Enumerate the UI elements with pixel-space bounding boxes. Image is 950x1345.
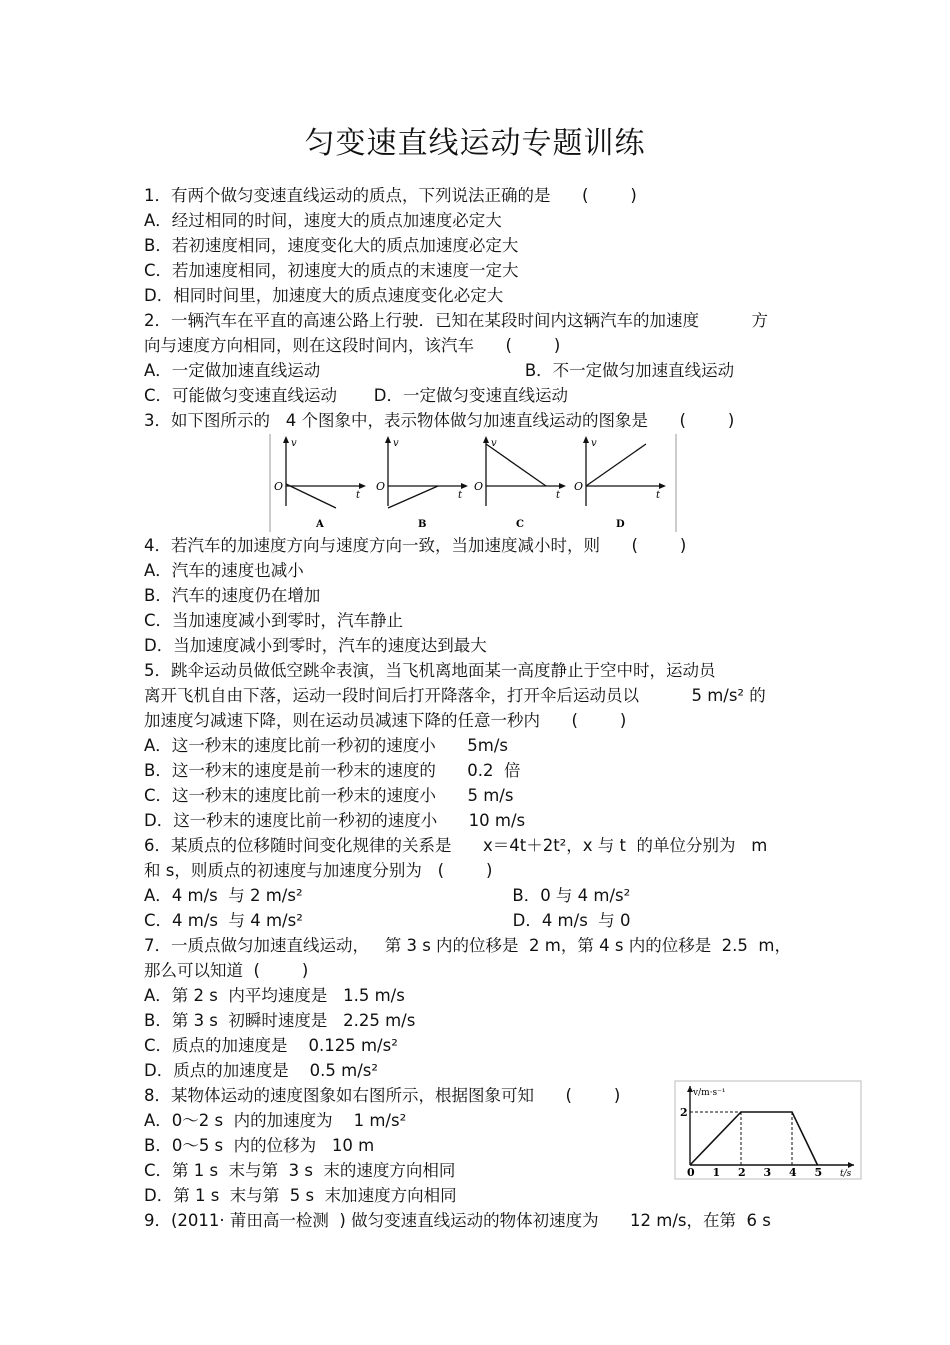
text-line: A．一定做加速直线运动 B．不一定做匀加速直线运动 — [144, 361, 735, 380]
q8-xtick: 5 — [814, 1166, 823, 1179]
text-line: C．可能做匀变速直线运动 D．一定做匀变速直线运动 — [144, 386, 568, 405]
graph-A-origin: O — [274, 480, 284, 493]
q8-xtick: 1 — [712, 1166, 721, 1179]
text-line: 7．一质点做匀加速直线运动， 第 3 s 内的位移是 2 m，第 4 s 内的位移是 2.5 m， — [144, 936, 791, 955]
text-line: C．第 1 s 末与第 3 s 末的速度方向相同 — [144, 1161, 456, 1180]
text-line: 2．一辆汽车在平直的高速公路上行驶．已知在某段时间内这辆汽车的加速度 方 — [144, 311, 768, 330]
text-line: 和 s，则质点的初速度与加速度分别为 ( ) — [144, 861, 493, 880]
graph-B-t-arrow — [461, 483, 468, 489]
text-line: D．当加速度减小到零时，汽车的速度达到最大 — [144, 636, 487, 655]
text-line: B．汽车的速度仍在增加 — [144, 586, 321, 605]
text-line: 5．跳伞运动员做低空跳伞表演，当飞机离地面某一高度静止于空中时，运动员 — [144, 661, 716, 680]
text-line: A．0～2 s 内的加速度为 1 m/s² — [144, 1111, 407, 1130]
graph-C-t-arrow — [559, 483, 566, 489]
text-line: A．经过相同的时间，速度大的质点加速度必定大 — [144, 211, 502, 230]
q8-xtick: 3 — [763, 1166, 772, 1179]
graph-A-t-label: t — [356, 490, 361, 501]
text-line: 离开飞机自由下落，运动一段时间后打开降落伞，打开伞后运动员以 5 m/s² 的 — [144, 686, 766, 705]
text-line: A．汽车的速度也减小 — [144, 561, 304, 580]
graph-D-v-arrow — [583, 436, 589, 443]
q8-xlabel: t/s — [840, 1169, 852, 1179]
q8-xtick: 0 — [687, 1166, 695, 1179]
text-line: 1．有两个做匀变速直线运动的质点，下列说法正确的是 ( ) — [144, 186, 637, 205]
graph-B-t-label: t — [458, 490, 463, 501]
text-line: B．若初速度相同，速度变化大的质点加速度必定大 — [144, 236, 519, 255]
q8-ylabel: v/m·s⁻¹ — [693, 1088, 726, 1098]
graph-C-v-arrow — [483, 436, 489, 443]
text-line: A．这一秒末的速度比前一秒初的速度小 5m/s — [144, 736, 508, 755]
graph-C-label: C — [516, 519, 524, 530]
text-line: 4．若汽车的加速度方向与速度方向一致，当加速度减小时，则 ( ) — [144, 536, 687, 555]
q8-velocity-graph — [674, 1080, 862, 1180]
graph-D-t-arrow — [659, 483, 666, 489]
text-line: D．相同时间里，加速度大的质点速度变化必定大 — [144, 286, 504, 305]
graph-B-origin: O — [376, 480, 386, 493]
text-line: C．这一秒末的速度比前一秒末的速度小 5 m/s — [144, 786, 514, 805]
q3-graphs-figure — [268, 432, 680, 532]
graph-A-t-arrow — [359, 483, 366, 489]
text-line: 3．如下图所示的 4 个图象中，表示物体做匀加速直线运动的图象是 ( ) — [144, 411, 735, 430]
text-line: D．质点的加速度是 0.5 m/s² — [144, 1061, 379, 1080]
graph-B-label: B — [418, 519, 427, 530]
q8-ytick: 2 — [680, 1106, 688, 1119]
graph-A-v-arrow — [283, 436, 289, 443]
text-line: 8．某物体运动的速度图象如右图所示，根据图象可知 ( ) — [144, 1086, 621, 1105]
text-line: D．这一秒末的速度比前一秒初的速度小 10 m/s — [144, 811, 526, 830]
text-line: C．4 m/s 与 4 m/s² D．4 m/s 与 0 — [144, 911, 631, 930]
text-line: 6．某质点的位移随时间变化规律的关系是 x＝4t＋2t²，x 与 t 的单位分别为 m — [144, 836, 768, 855]
graph-B-v-arrow — [385, 436, 391, 443]
text-line: 加速度匀减速下降，则在运动员减速下降的任意一秒内 ( ) — [144, 711, 627, 730]
q8-xtick: 4 — [789, 1166, 797, 1179]
text-line: C．质点的加速度是 0.125 m/s² — [144, 1036, 398, 1055]
graph-A-v-label: v — [291, 438, 297, 449]
graph-C-t-label: t — [556, 490, 561, 501]
q3-graphs — [274, 436, 666, 530]
text-line: 那么可以知道 ( ) — [144, 961, 309, 980]
q8-graph-marks — [687, 1112, 822, 1179]
graph-D-label: D — [616, 519, 625, 530]
page-title: 匀变速直线运动专题训练 — [304, 126, 646, 161]
text-line: B．0～5 s 内的位移为 10 m — [144, 1136, 375, 1155]
text-line: 向与速度方向相同，则在这段时间内，该汽车 ( ) — [144, 336, 561, 355]
graph-B-line — [388, 486, 438, 508]
q8-xtick: 2 — [738, 1166, 746, 1179]
graph-C-v-label: v — [491, 438, 497, 449]
text-line: C．若加速度相同，初速度大的质点的末速度一定大 — [144, 261, 519, 280]
text-line: B．第 3 s 初瞬时速度是 2.25 m/s — [144, 1011, 416, 1030]
graph-B-v-label: v — [393, 438, 399, 449]
text-line: 9．(2011· 莆田高一检测 ) 做匀变速直线运动的物体初速度为 12 m/s，在第 6 s — [144, 1211, 771, 1230]
graph-D-line — [586, 444, 646, 486]
text-line: C．当加速度减小到零时，汽车静止 — [144, 611, 404, 630]
q8-velocity-line — [690, 1112, 818, 1165]
text-line: A．第 2 s 内平均速度是 1.5 m/s — [144, 986, 405, 1005]
text-line: D．第 1 s 末与第 5 s 末加速度方向相同 — [144, 1186, 457, 1205]
graph-D-origin: O — [574, 480, 584, 493]
graph-C-line — [486, 444, 546, 486]
text-line: B．这一秒末的速度是前一秒末的速度的 0.2 倍 — [144, 761, 521, 780]
graph-C-origin: O — [474, 480, 484, 493]
graph-A-line — [286, 484, 336, 508]
text-line: A．4 m/s 与 2 m/s² B．0 与 4 m/s² — [144, 886, 631, 905]
graph-D-v-label: v — [591, 438, 597, 449]
graph-D-t-label: t — [656, 490, 661, 501]
graph-A-label: A — [316, 519, 324, 530]
